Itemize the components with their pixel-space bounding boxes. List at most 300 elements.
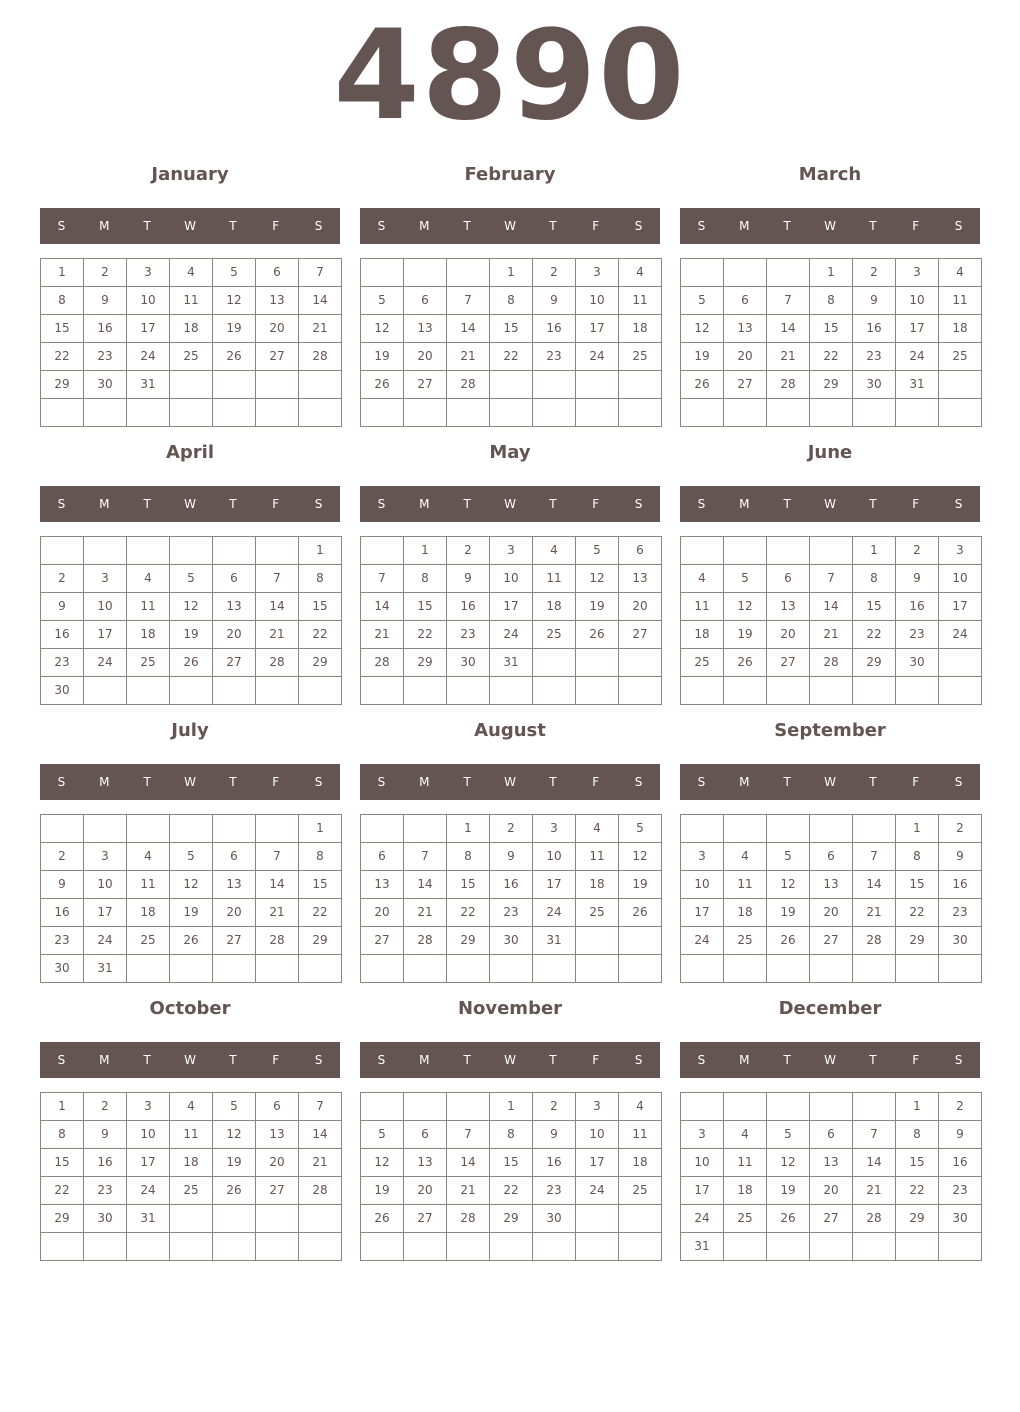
- week-row: [361, 899, 662, 927]
- day-cell: 22: [490, 1177, 533, 1205]
- day-cell: 3: [576, 1093, 619, 1121]
- week-row: [361, 259, 662, 287]
- week-row: [361, 371, 662, 399]
- day-cell: 11: [533, 565, 576, 593]
- day-cell: 1: [447, 815, 490, 843]
- day-cell: 3: [576, 259, 619, 287]
- day-cell: 2: [41, 843, 84, 871]
- day-cell: 15: [447, 871, 490, 899]
- day-cell: 29: [299, 649, 342, 677]
- weekday-label: T: [783, 775, 791, 789]
- day-cell: [896, 1233, 939, 1261]
- day-cell: [361, 815, 404, 843]
- day-cell: 21: [256, 621, 299, 649]
- day-cell: 11: [681, 593, 724, 621]
- week-row: [361, 927, 662, 955]
- day-cell: 30: [939, 1205, 982, 1233]
- day-cell: 6: [724, 287, 767, 315]
- day-cell: 13: [256, 287, 299, 315]
- day-cell: [404, 1093, 447, 1121]
- week-row: [41, 287, 342, 315]
- day-cell: [767, 259, 810, 287]
- day-cell: [767, 537, 810, 565]
- weekday-label: F: [912, 219, 920, 233]
- day-cell: [939, 371, 982, 399]
- week-row: [681, 815, 982, 843]
- day-cell: [533, 955, 576, 983]
- day-cell: 11: [939, 287, 982, 315]
- day-cell: 4: [170, 1093, 213, 1121]
- week-row: [361, 1121, 662, 1149]
- day-cell: [256, 371, 299, 399]
- day-cell: 2: [84, 259, 127, 287]
- week-row: [361, 1205, 662, 1233]
- weekday-label: T: [549, 775, 557, 789]
- day-cell: 13: [404, 1149, 447, 1177]
- weekday-label: F: [592, 219, 600, 233]
- weekday-label: T: [143, 1053, 151, 1067]
- weekday-label: T: [869, 775, 877, 789]
- day-cell: 2: [533, 259, 576, 287]
- day-cell: 5: [170, 565, 213, 593]
- day-cell: [810, 1093, 853, 1121]
- day-cell: 19: [213, 1149, 256, 1177]
- day-cell: [170, 955, 213, 983]
- day-cell: 4: [576, 815, 619, 843]
- day-cell: 2: [41, 565, 84, 593]
- day-cell: 21: [767, 343, 810, 371]
- day-cell: [299, 1205, 342, 1233]
- week-row: [41, 259, 342, 287]
- day-cell: 18: [170, 1149, 213, 1177]
- day-cell: [361, 1093, 404, 1121]
- day-cell: [724, 259, 767, 287]
- day-cell: 22: [447, 899, 490, 927]
- day-cell: 12: [767, 871, 810, 899]
- week-row: [361, 1093, 662, 1121]
- day-cell: 20: [213, 899, 256, 927]
- weekday-label: W: [824, 219, 836, 233]
- day-cell: 1: [41, 1093, 84, 1121]
- weekday-label: T: [549, 1053, 557, 1067]
- day-cell: 15: [41, 315, 84, 343]
- day-cell: 29: [896, 1205, 939, 1233]
- day-cell: [170, 815, 213, 843]
- day-cell: 25: [170, 343, 213, 371]
- day-cell: 10: [681, 871, 724, 899]
- day-cell: 24: [681, 927, 724, 955]
- day-cell: 21: [256, 899, 299, 927]
- day-cell: [853, 677, 896, 705]
- day-cell: 28: [447, 1205, 490, 1233]
- day-cell: 10: [939, 565, 982, 593]
- day-cell: 6: [767, 565, 810, 593]
- day-cell: 10: [533, 843, 576, 871]
- day-cell: [533, 649, 576, 677]
- day-cell: 8: [41, 1121, 84, 1149]
- day-cell: 3: [127, 1093, 170, 1121]
- day-cell: 23: [490, 899, 533, 927]
- day-cell: [299, 371, 342, 399]
- day-cell: 28: [256, 649, 299, 677]
- week-row: [681, 955, 982, 983]
- month-name: June: [807, 442, 853, 463]
- day-cell: 20: [256, 315, 299, 343]
- weekday-label: F: [592, 775, 600, 789]
- day-cell: 9: [533, 287, 576, 315]
- day-cell: [576, 1205, 619, 1233]
- day-cell: 1: [896, 815, 939, 843]
- day-cell: [724, 1233, 767, 1261]
- day-cell: 2: [939, 815, 982, 843]
- month-name: July: [171, 720, 209, 741]
- weekday-label: S: [377, 1053, 386, 1067]
- day-cell: 9: [447, 565, 490, 593]
- weekday-label: T: [463, 497, 471, 511]
- day-cell: 28: [361, 649, 404, 677]
- day-cell: 30: [41, 955, 84, 983]
- day-cell: 29: [447, 927, 490, 955]
- weekday-label: T: [783, 497, 791, 511]
- day-cell: 4: [533, 537, 576, 565]
- day-cell: 22: [299, 621, 342, 649]
- day-cell: 10: [576, 287, 619, 315]
- week-row: [41, 1205, 342, 1233]
- weekday-label: M: [99, 497, 110, 511]
- week-row: [681, 1121, 982, 1149]
- day-cell: 18: [533, 593, 576, 621]
- day-cell: 7: [767, 287, 810, 315]
- week-row: [361, 1233, 662, 1261]
- weekday-label: M: [419, 1053, 430, 1067]
- day-cell: 19: [724, 621, 767, 649]
- day-cell: 14: [853, 1149, 896, 1177]
- week-row: [361, 593, 662, 621]
- day-cell: 7: [299, 259, 342, 287]
- weekday-label: F: [912, 497, 920, 511]
- day-cell: [213, 1233, 256, 1261]
- weekday-header: [40, 764, 340, 800]
- weekday-label: S: [314, 1053, 323, 1067]
- day-cell: 24: [939, 621, 982, 649]
- day-cell: 15: [490, 1149, 533, 1177]
- day-cell: 27: [361, 927, 404, 955]
- day-grid: [680, 1092, 982, 1261]
- week-row: [41, 843, 342, 871]
- day-cell: 19: [681, 343, 724, 371]
- day-cell: 5: [681, 287, 724, 315]
- day-grid: [680, 258, 982, 427]
- day-cell: 8: [447, 843, 490, 871]
- day-cell: 7: [810, 565, 853, 593]
- day-cell: 30: [84, 371, 127, 399]
- day-cell: [533, 677, 576, 705]
- day-cell: 30: [84, 1205, 127, 1233]
- day-cell: [84, 677, 127, 705]
- week-row: [41, 677, 342, 705]
- day-cell: 26: [619, 899, 662, 927]
- weekday-label: F: [272, 219, 280, 233]
- day-cell: [213, 677, 256, 705]
- day-cell: [447, 1233, 490, 1261]
- day-cell: [41, 537, 84, 565]
- day-cell: 29: [404, 649, 447, 677]
- day-cell: [256, 537, 299, 565]
- day-cell: [681, 399, 724, 427]
- weekday-label: S: [954, 497, 963, 511]
- weekday-label: T: [463, 219, 471, 233]
- weekday-label: W: [184, 497, 196, 511]
- day-cell: 3: [896, 259, 939, 287]
- weekday-label: S: [697, 775, 706, 789]
- day-cell: 30: [533, 1205, 576, 1233]
- day-cell: 13: [256, 1121, 299, 1149]
- weekday-header: [360, 486, 660, 522]
- weekday-header: [40, 208, 340, 244]
- day-cell: 24: [127, 343, 170, 371]
- day-cell: [447, 1093, 490, 1121]
- day-cell: [896, 677, 939, 705]
- day-grid: [360, 258, 662, 427]
- day-cell: 5: [767, 1121, 810, 1149]
- week-row: [681, 1233, 982, 1261]
- weekday-header: [680, 764, 980, 800]
- day-cell: 13: [213, 871, 256, 899]
- week-row: [41, 815, 342, 843]
- weekday-label: T: [143, 219, 151, 233]
- weekday-label: T: [229, 775, 237, 789]
- day-grid: [360, 814, 662, 983]
- weekday-label: W: [184, 1053, 196, 1067]
- day-cell: 7: [256, 565, 299, 593]
- day-cell: 23: [84, 1177, 127, 1205]
- day-cell: [767, 1093, 810, 1121]
- month-name: October: [149, 998, 231, 1019]
- day-cell: 1: [404, 537, 447, 565]
- day-cell: 21: [447, 343, 490, 371]
- day-cell: 25: [127, 649, 170, 677]
- day-grid: [360, 536, 662, 705]
- day-cell: 27: [810, 927, 853, 955]
- day-cell: 15: [896, 1149, 939, 1177]
- day-cell: 29: [41, 1205, 84, 1233]
- day-cell: 31: [127, 1205, 170, 1233]
- weekday-header: [40, 1042, 340, 1078]
- weekday-label: T: [549, 497, 557, 511]
- day-cell: 8: [490, 287, 533, 315]
- weekday-label: S: [634, 1053, 643, 1067]
- day-cell: 23: [84, 343, 127, 371]
- day-cell: 16: [533, 1149, 576, 1177]
- day-cell: 4: [724, 1121, 767, 1149]
- day-cell: 12: [170, 593, 213, 621]
- day-cell: 11: [576, 843, 619, 871]
- day-cell: 24: [681, 1205, 724, 1233]
- week-row: [41, 1093, 342, 1121]
- day-cell: 15: [299, 593, 342, 621]
- weekday-label: W: [184, 775, 196, 789]
- weekday-header: [680, 486, 980, 522]
- month-name: November: [457, 998, 563, 1019]
- week-row: [681, 315, 982, 343]
- day-cell: 14: [299, 1121, 342, 1149]
- week-row: [681, 621, 982, 649]
- week-row: [41, 537, 342, 565]
- day-cell: 5: [361, 1121, 404, 1149]
- day-cell: [724, 399, 767, 427]
- day-cell: [853, 1233, 896, 1261]
- week-row: [681, 871, 982, 899]
- day-cell: 5: [724, 565, 767, 593]
- day-cell: 14: [853, 871, 896, 899]
- day-cell: 25: [127, 927, 170, 955]
- weekday-label: S: [314, 497, 323, 511]
- day-cell: 28: [447, 371, 490, 399]
- week-row: [681, 677, 982, 705]
- week-row: [41, 399, 342, 427]
- weekday-header: [360, 1042, 660, 1078]
- day-cell: [213, 1205, 256, 1233]
- day-grid: [40, 258, 342, 427]
- day-cell: 16: [84, 315, 127, 343]
- day-cell: 30: [41, 677, 84, 705]
- day-cell: 11: [170, 287, 213, 315]
- day-cell: 10: [576, 1121, 619, 1149]
- day-cell: 10: [84, 593, 127, 621]
- weekday-label: F: [272, 1053, 280, 1067]
- day-cell: 7: [853, 843, 896, 871]
- weekday-label: S: [377, 497, 386, 511]
- day-cell: 9: [84, 287, 127, 315]
- day-cell: 13: [810, 871, 853, 899]
- day-cell: 18: [127, 899, 170, 927]
- day-cell: [576, 399, 619, 427]
- weekday-label: M: [419, 219, 430, 233]
- day-cell: [170, 677, 213, 705]
- day-cell: 10: [84, 871, 127, 899]
- day-cell: 23: [533, 343, 576, 371]
- day-cell: [576, 955, 619, 983]
- year-title: 4890: [333, 4, 687, 148]
- week-row: [361, 565, 662, 593]
- day-cell: 12: [170, 871, 213, 899]
- day-cell: 27: [213, 649, 256, 677]
- day-cell: 14: [447, 1149, 490, 1177]
- week-row: [681, 649, 982, 677]
- weekday-header: [360, 208, 660, 244]
- day-cell: 6: [404, 1121, 447, 1149]
- day-cell: [404, 399, 447, 427]
- day-cell: 19: [767, 899, 810, 927]
- weekday-label: F: [912, 775, 920, 789]
- day-cell: 18: [619, 315, 662, 343]
- day-cell: [576, 1233, 619, 1261]
- day-cell: 9: [939, 843, 982, 871]
- day-cell: 16: [939, 871, 982, 899]
- day-cell: [170, 537, 213, 565]
- day-cell: 14: [404, 871, 447, 899]
- weekday-label: F: [272, 497, 280, 511]
- day-cell: 17: [533, 871, 576, 899]
- weekday-label: T: [869, 1053, 877, 1067]
- day-cell: 9: [853, 287, 896, 315]
- week-row: [361, 677, 662, 705]
- weekday-label: S: [634, 219, 643, 233]
- day-cell: 25: [619, 343, 662, 371]
- day-cell: 20: [810, 899, 853, 927]
- day-cell: [256, 399, 299, 427]
- day-cell: 31: [490, 649, 533, 677]
- day-cell: 2: [84, 1093, 127, 1121]
- day-cell: 12: [361, 315, 404, 343]
- day-cell: 21: [361, 621, 404, 649]
- day-cell: 29: [810, 371, 853, 399]
- day-cell: [127, 399, 170, 427]
- weekday-label: M: [99, 219, 110, 233]
- day-cell: [361, 955, 404, 983]
- day-cell: 25: [939, 343, 982, 371]
- day-cell: [767, 1233, 810, 1261]
- week-row: [681, 899, 982, 927]
- day-cell: 26: [681, 371, 724, 399]
- day-cell: 5: [170, 843, 213, 871]
- week-row: [681, 927, 982, 955]
- week-row: [681, 1177, 982, 1205]
- day-cell: 27: [256, 1177, 299, 1205]
- day-cell: [576, 371, 619, 399]
- week-row: [361, 1149, 662, 1177]
- day-cell: [619, 1205, 662, 1233]
- day-cell: 15: [853, 593, 896, 621]
- day-cell: [170, 1233, 213, 1261]
- day-cell: [41, 399, 84, 427]
- weekday-label: T: [549, 219, 557, 233]
- day-cell: 18: [724, 899, 767, 927]
- day-cell: 23: [533, 1177, 576, 1205]
- day-cell: 17: [576, 315, 619, 343]
- day-cell: 28: [853, 927, 896, 955]
- day-cell: [404, 259, 447, 287]
- day-cell: 22: [299, 899, 342, 927]
- day-cell: 30: [896, 649, 939, 677]
- week-row: [41, 593, 342, 621]
- day-cell: 15: [810, 315, 853, 343]
- day-cell: [724, 955, 767, 983]
- week-row: [361, 399, 662, 427]
- day-cell: 8: [299, 565, 342, 593]
- day-cell: 13: [767, 593, 810, 621]
- day-cell: 8: [41, 287, 84, 315]
- day-cell: 19: [361, 343, 404, 371]
- day-cell: 2: [939, 1093, 982, 1121]
- week-row: [41, 565, 342, 593]
- day-cell: [810, 955, 853, 983]
- week-row: [41, 899, 342, 927]
- day-cell: [681, 537, 724, 565]
- day-cell: [127, 677, 170, 705]
- day-cell: [853, 815, 896, 843]
- weekday-label: T: [463, 775, 471, 789]
- day-cell: 27: [404, 1205, 447, 1233]
- weekday-label: W: [504, 1053, 516, 1067]
- week-row: [361, 621, 662, 649]
- day-cell: 23: [853, 343, 896, 371]
- day-cell: [724, 1093, 767, 1121]
- day-cell: 28: [256, 927, 299, 955]
- weekday-label: S: [57, 219, 66, 233]
- day-cell: 1: [41, 259, 84, 287]
- day-cell: 22: [41, 1177, 84, 1205]
